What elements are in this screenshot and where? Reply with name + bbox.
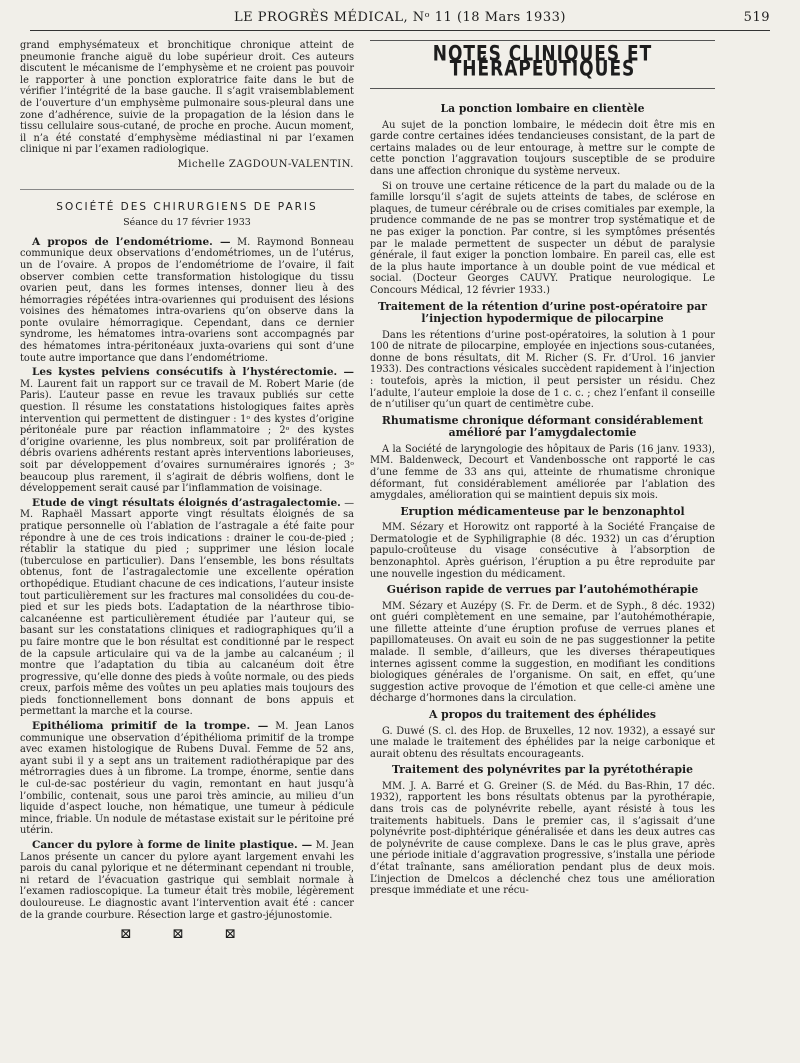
article-body: — M. Raphaël Massart apporte vingt résultats éloignés de sa pratique personnelle où l’ablation de l’astragale a été faite pour répondre à une de ces trois indications : drainer le cou-de-pied ; rétablir la statique du pied ; supprimer une lésion locale (tuberculose en particulier). Dans l’ensemble, les bons résultats obtenus, font de l’astragalectomie une excellente opération orthopédique. Etudiant chacune de ces indications, l’auteur insiste tout particulièrement sur les fractures mal consolidées du cou-de-pied et sur les pieds bots. L’adaptation de la néarthrose tibio-calcanéenne est particulièrement étudiée par l’auteur qui, se basant sur les constatations cliniques et radiographiques qu’il a pu faire montre que le bon résultat est conditionné par le respect de la capsule articulaire qui va de la jambe au calcanéum ; il montre que l’adaptation du tibia au calcanéum doit être progressive, qu’elle donne des pieds à voûte normale, ou des pieds creux, parfois même des voûtes un peu aplaties mais toujours des pieds fonctionnellement bons donnant de bons appuis et permettant la marche et la course. (20, 497, 354, 718)
article-title: A propos de l’endométriome. — (32, 235, 231, 248)
right-column (370, 40, 715, 900)
left-column (20, 40, 354, 941)
journal-title: LE PROGRÈS MÉDICAL, Nᵒ 11 (18 Mars 1933) (234, 10, 566, 25)
article-title: Les kystes pelviens consécutifs à l’hystérectomie. — (32, 366, 354, 379)
society-title: SOCIÉTÉ DES CHIRURGIENS DE PARIS (20, 189, 354, 214)
running-header (30, 8, 770, 31)
article-title: Epithélioma primitif de la trompe. — (32, 720, 269, 733)
article-kystes (20, 367, 354, 495)
note-paragraph: MM. Sézary et Auzépy (S. Fr. de Derm. et de Syph., 8 déc. 1932) ont guéri complètement en une semaine, par l’autohémothérapie, une fillette atteinte d’une éruption profuse de verrues planes et papillomateuses. On avait eu soin de ne pas suggestionner la petite malade. Il semble, d’ailleurs, que les diverses thérapeutiques internes agissent comme la suggestion, en modifiant les conditions biologiques générales de l’organisme. On sait, en effet, qu’une suggestion active provoque de l’émotion et que celle-ci amène une décharge d’hormones dans la circulation. (370, 600, 715, 705)
page-number: 519 (743, 10, 770, 25)
article-cancer-pylore (20, 840, 354, 921)
note-title: A propos du traitement des éphélides (429, 708, 656, 722)
note-title: Guérison rapide de verrues par l’autohémothérapie (386, 583, 699, 597)
note-title: Rhumatisme chronique déformant considérablement amélioré par l’amygdalectomie (381, 413, 704, 440)
note-paragraph: MM. Sézary et Horowitz ont rapporté à la Société Française de Dermatologie et de Syphiligraphie (8 déc. 1932) un cas d’éruption papulo-croûteuse du visage consécutive à l’absorption de benzonaphtol. Après guérison, l’éruption a pu être reproduite par une nouvelle ingestion du médicament. (370, 522, 715, 580)
ornament-row: ⊠ ⊠ ⊠ (119, 926, 255, 943)
section-rule-bottom (370, 88, 715, 89)
article-endometriome (20, 237, 354, 365)
section-title: NOTES CLINIQUES ET THÉRAPEUTIQUES (432, 41, 653, 82)
article-body: M. Raymond Bonneau communique deux observations d’endométriomes, un de l’utérus, un de l’ovaire. A propos de l’endométriome de l’ovaire, il fait observer combien cette transformation histologique du tissu ovarien peut, dans les formes intenses, donner lieu à des hémorragies répétées intra-ovariennes qui produisent des lésions voisines des hématomes intra-ovariens qu’on observe dans la ponte ovulaire hémorragique. Cependant, dans ce dernier syndrome, les hématomes intra-ovariens sont accompagnés par des hématomes intra-péritonéaux juxta-ovariens qui sont d’une toute autre importance que dans l’endométriome. (20, 236, 354, 364)
author-signature: Michelle ZAGDOUN-VALENTIN. (177, 158, 354, 170)
article-astragalectomie (20, 498, 354, 718)
note-title: La ponction lombaire en clientèle (440, 102, 645, 116)
note-paragraph: MM. J. A. Barré et G. Greiner (S. de Méd. du Bas-Rhin, 17 déc. 1932), rapportent les bons résultats obtenus par la pyrothérapie, dans trois cas de polynévrite rebelle, ayant résisté à tous les traitements habituels. Dans le premier cas, il s’agissait d’une polynévrite post-diphtérique généralisée et dans les deux autres cas de polynévrite de cause complexe. Dans le cas le plus grave, après une période initiale d’aggravation progressive, s’installa une période d’état traînante, sans amélioration pendant plus de deux mois. L’injection de Dmelcos a déclenché chez tous une amélioration presque immédiate et une récu- (370, 780, 715, 897)
article-body: M. Laurent fait un rapport sur ce travail de M. Robert Marie (de Paris). L’auteur passe en revue les travaux publiés sur cette question. Il résume les constatations histologiques faites après intervention qui permettent de distinguer : 1ᵒ des kystes d’origine péritonéale pure par réaction inflammatoire ; 2ᵒ des kystes d’origine ovarienne, les plus nombreux, soit par prolifération de débris ovariens adhérents restant après interventions laborieuses, soit par développement d’ovaires surnuméraires ignorés ; 3ᵒ beaucoup plus rarement, il s’agirait de débris wolfiens, dont le développement serait causé par l’inflammation de voisinage. (20, 378, 354, 495)
note-paragraph: Si on trouve une certaine réticence de la part du malade ou de la famille lorsqu’il s’agit de sujets atteints de tabes, de sclérose en plaques, de tumeur cérébrale ou de crises comitiales par exemple, la prudence commande de ne pas se montrer trop systématique et de ne pas exiger la ponction. Par contre, si les symptômes présentés par le malade permettent de suspecter un début de paralysie générale, il faut exiger la ponction lombaire. En pareil cas, elle est de la plus haute importance à un double point de vue médical et social. (Docteur Georges CAUVY. Pratique neurologique. Le Concours Médical, 12 février 1933.) (370, 180, 715, 296)
article-title: Cancer du pylore à forme de linite plastique. — (32, 839, 313, 851)
note-paragraph: G. Duwé (S. cl. des Hop. de Bruxelles, 12 nov. 1932), a essayé sur une malade le traitement des éphélides par la neige carbonique et aurait obtenu des résultats encourageants. (370, 725, 715, 760)
article-epithelioma (20, 721, 354, 837)
note-title: Traitement de la rétention d’urine post-opératoire par l’injection hypodermique de pilocarpine (378, 299, 707, 326)
note-title: Traitement des polynévrites par la pyrétothérapie (392, 763, 693, 777)
section-rule-top (370, 40, 715, 41)
article-body: M. Jean Lanos communique une observation d’épithélioma primitif de la trompe avec examen histologique de Rubens Duval. Femme de 52 ans, ayant subi il y a sept ans un traitement radiothérapique par des métrorragies dues à un fibrome. La trompe, énorme, sentie dans le cul-de-sac postérieur du vagin, remontant en haut jusqu’à l’ombilic, contenait, sous une paroi très amincie, au milieu d’un liquide d’aspect louche, non hématique, une tumeur à pédicule mince, friable. Un nodule de métastase existait sur le péritoine pré utérin. (20, 721, 354, 837)
note-paragraph: Au sujet de la ponction lombaire, le médecin doit être mis en garde contre certaines idées tendancieuses consistant, de la part de certains malades ou de leur entourage, à mettre sur le compte de cette ponction l’aggravation toujours susceptible de se produire dans une affection chronique du système nerveux. (370, 119, 715, 178)
article-body: M. Jean Lanos présente un cancer du pylore ayant largement envahi les parois du canal pylorique et ne déterminant cependant ni trouble, ni retard de l’évacuation gastrique qui semblait normale à l’examen radioscopique. La tumeur était très mobile, légèrement douloureuse. Le diagnostic avant l’intervention avait été : cancer de la grande courbure. Résection large et gastro-jéjunostomie. (20, 840, 354, 921)
note-title: Eruption médicamenteuse par le benzonaphtol (400, 504, 685, 518)
note-paragraph: A la Société de laryngologie des hôpitaux de Paris (16 janv. 1933), MM. Baldenweck, Decourt et Vandenbossche ont rapporté le cas d’une femme de 33 ans qui, atteinte de rhumatisme chronique déformant, fut considérablement améliorée par l’ablation des amygdales, amélioration qui se maintient depuis six mois. (370, 443, 715, 502)
session-date: Séance du 17 février 1933 (123, 217, 251, 229)
note-paragraph: Dans les rétentions d’urine post-opératoires, la solution à 1 pour 100 de nitrate de pilocarpine, employée en injections sous-cutanées, donne de bons résultats, dit M. Richer (S. Fr. d’Urol. 16 janvier 1933). Des contractions vésicales succèdent rapidement à l’injection : toutefois, après la miction, il peut persister un résidu. Chez l’adulte, l’auteur emploie la dose de 1 c. c. ; chez l’enfant il conseille de n’utiliser qu’un quart de centimètre cube. (370, 329, 715, 411)
article-title: Etude de vingt résultats éloignés d’astragalectomie. (32, 496, 341, 509)
intro-paragraph: grand emphysémateux et bronchitique chronique atteint de pneumonie franche aiguë du lobe supérieur droit. Ces auteurs discutent le mécanisme de l’emphysème et ne croient pas pouvoir le rapporter à une ponction exploratrice faite dans le but de vérifier l’intégrité de la base gauche. Il s’agit vraisemblablement de l’ouverture d’un emphysème pulmonaire sous-pleural dans une zone d’adhérence, suivie de la propagation de la lésion dans le tissu cellulaire sous-cutané, de proche en proche. Aucun moment, il n’a été constaté d’emphysème médiastinal ni par l’examen clinique ni par l’examen radiologique. (20, 40, 354, 156)
